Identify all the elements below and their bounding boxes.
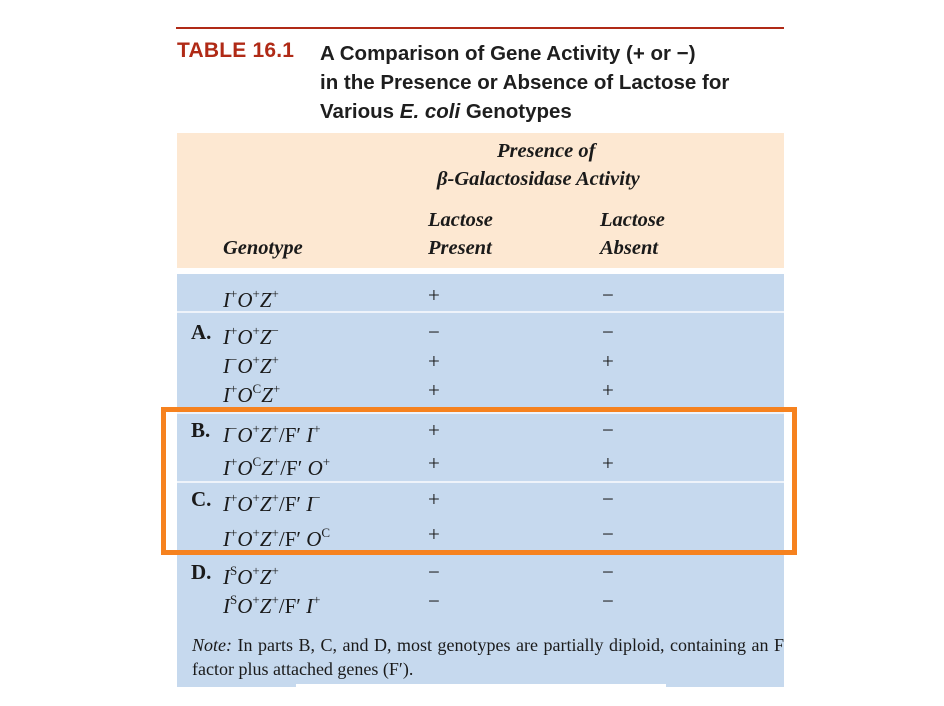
gene-symbol: O — [237, 383, 253, 407]
allele-superscript: + — [230, 454, 238, 469]
lactose-present-value: + — [428, 349, 440, 373]
note-text: In parts B, C, and D, most genotypes are partially diploid, containing an F factor plus attached genes (F′). — [192, 635, 784, 679]
lactose-present-value: − — [428, 560, 440, 584]
gene-symbol: O — [237, 492, 253, 516]
top-rule — [176, 27, 784, 29]
allele-superscript: + — [252, 592, 260, 607]
allele-superscript: + — [230, 286, 238, 301]
gene-symbol: Z — [259, 565, 272, 589]
lactose-absent-value: − — [602, 589, 614, 613]
lactose-absent-value: + — [602, 451, 614, 475]
table-title — [320, 39, 790, 126]
gene-symbol: Z — [261, 383, 273, 407]
gene-symbol: Z — [259, 288, 272, 312]
title-line-3: Various E. coli Genotypes — [320, 100, 572, 123]
group-letter: C. — [191, 487, 212, 511]
allele-superscript: + — [230, 323, 238, 338]
genotype-cell — [223, 589, 320, 618]
title-line-2: in the Presence or Absence of Lactose for — [320, 71, 730, 94]
lactose-present-value: + — [428, 522, 440, 546]
allele-superscript: + — [230, 381, 238, 396]
note-label: Note: — [192, 635, 232, 655]
gene-symbol: O — [307, 456, 323, 480]
lactose-present-value: − — [428, 320, 440, 344]
header-present-line-2: Present — [428, 237, 492, 259]
f-prime-marker: /F′ — [280, 456, 308, 480]
allele-superscript: + — [252, 563, 260, 578]
allele-superscript: + — [252, 323, 260, 338]
allele-superscript: C — [321, 525, 331, 540]
lactose-absent-value: − — [602, 320, 614, 344]
allele-superscript: + — [230, 525, 238, 540]
gene-symbol: I — [223, 383, 230, 407]
gene-symbol: Z — [259, 594, 272, 618]
allele-superscript: + — [252, 525, 260, 540]
header-group-line-2: β-Galactosidase Activity — [437, 168, 640, 190]
allele-superscript: + — [230, 490, 238, 505]
gene-symbol: O — [306, 527, 322, 551]
group-letter: A. — [191, 320, 212, 344]
gene-symbol: Z — [259, 325, 272, 349]
allele-superscript: + — [271, 592, 279, 607]
allele-superscript: + — [271, 286, 279, 301]
gene-symbol: I — [223, 288, 230, 312]
allele-superscript: + — [252, 352, 260, 367]
genotype-cell — [223, 283, 279, 312]
gene-symbol: I — [223, 354, 230, 378]
lactose-present-value: + — [428, 378, 440, 402]
allele-superscript: + — [271, 352, 279, 367]
gene-symbol: Z — [259, 354, 272, 378]
group-letter: D. — [191, 560, 212, 584]
allele-superscript: C — [252, 381, 262, 396]
allele-superscript: S — [230, 592, 238, 607]
lactose-present-value: + — [428, 487, 440, 511]
gene-symbol: O — [237, 423, 253, 447]
header-absent-line-2: Absent — [600, 237, 659, 259]
allele-superscript: + — [252, 421, 260, 436]
allele-superscript: + — [252, 286, 260, 301]
allele-superscript: + — [313, 592, 321, 607]
genotype-cell — [223, 320, 279, 349]
gene-symbol: O — [237, 527, 253, 551]
genotype-cell — [223, 349, 279, 378]
allele-superscript: + — [271, 563, 279, 578]
gene-symbol: O — [237, 594, 253, 618]
gene-symbol: O — [237, 456, 253, 480]
gene-symbol: Z — [259, 527, 272, 551]
highlight-box — [161, 407, 797, 555]
lactose-present-value: − — [428, 589, 440, 613]
title-line-1: A Comparison of Gene Activity (+ or −) — [320, 42, 696, 65]
f-prime-marker: /F′ — [278, 423, 307, 447]
allele-superscript: − — [230, 421, 238, 436]
lactose-present-value: + — [428, 451, 440, 475]
lactose-absent-value: − — [602, 418, 614, 442]
allele-superscript: − — [313, 490, 321, 505]
allele-superscript: + — [322, 454, 331, 469]
genotype-cell — [223, 378, 280, 407]
header-genotype: Genotype — [223, 237, 303, 259]
allele-superscript: + — [252, 490, 260, 505]
lactose-absent-value: − — [602, 560, 614, 584]
f-prime-marker: /F′ — [278, 594, 307, 618]
gene-symbol: O — [237, 354, 253, 378]
header-group-line-1: Presence of — [497, 140, 596, 162]
lactose-absent-value: + — [602, 349, 614, 373]
group-letter: B. — [191, 418, 211, 442]
lactose-absent-value: − — [602, 522, 614, 546]
allele-superscript: + — [272, 381, 281, 396]
allele-superscript: − — [271, 323, 279, 338]
gene-symbol: I — [223, 527, 230, 551]
header-present-line-1: Lactose — [428, 209, 493, 231]
genotype-cell — [223, 560, 279, 589]
lactose-present-value: + — [428, 418, 440, 442]
table-note — [192, 633, 784, 681]
gene-symbol: O — [237, 325, 253, 349]
allele-superscript: C — [252, 454, 262, 469]
allele-superscript: + — [271, 421, 279, 436]
allele-superscript: S — [230, 563, 238, 578]
gene-symbol: O — [237, 288, 253, 312]
lactose-absent-value: − — [602, 487, 614, 511]
gene-symbol: Z — [259, 492, 272, 516]
header-absent-line-1: Lactose — [600, 209, 665, 231]
bottom-strip — [296, 684, 666, 690]
gene-symbol: I — [223, 565, 230, 589]
gene-symbol: I — [223, 423, 230, 447]
f-prime-marker: /F′ — [278, 492, 307, 516]
gene-symbol: I — [223, 456, 230, 480]
gene-symbol: I — [306, 492, 314, 516]
gene-symbol: I — [306, 594, 314, 618]
allele-superscript: + — [271, 525, 279, 540]
gene-symbol: I — [223, 325, 230, 349]
allele-superscript: + — [272, 454, 281, 469]
f-prime-marker: /F′ — [278, 527, 307, 551]
lactose-absent-value: − — [602, 283, 614, 307]
gene-symbol: I — [223, 594, 230, 618]
lactose-present-value: + — [428, 283, 440, 307]
table-label: TABLE 16.1 — [177, 39, 295, 62]
gene-symbol: Z — [259, 423, 272, 447]
allele-superscript: + — [271, 490, 279, 505]
lactose-absent-value: + — [602, 378, 614, 402]
allele-superscript: + — [313, 421, 321, 436]
allele-superscript: − — [230, 352, 238, 367]
gene-symbol: O — [237, 565, 253, 589]
gene-symbol: I — [306, 423, 314, 447]
gene-symbol: I — [223, 492, 230, 516]
gene-symbol: Z — [261, 456, 273, 480]
